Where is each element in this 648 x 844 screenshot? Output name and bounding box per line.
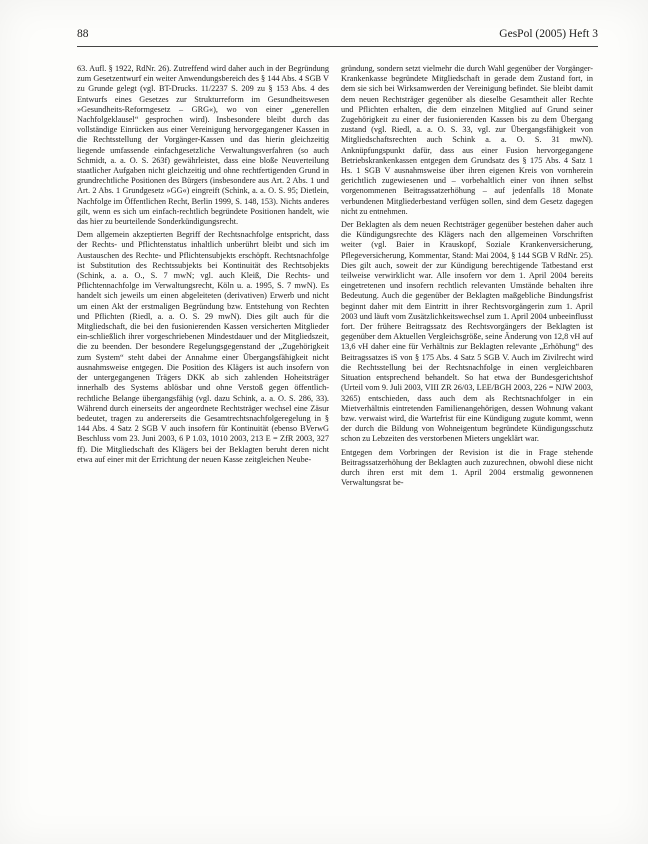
paragraph: gründung, sondern setzt vielmehr die durch Wahl gegenüber der Vorgänger-Krankenkasse begründete Mitgliedschaft in gerade dem Zustand fort, in dem sie sich bei Wirksamwerden der Vereinigung befindet. Sie bleibt damit dem neuen Rechtsträger gegenüber als dieselbe Gesamtheit aller Rechte und Pflichten erhalten, die dem einzelnen Mitglied auf Grund seiner Zugehörigkeit zu einer der fusionierenden Kassen bis zu dem Übergang zustand (vgl. Riedl, a. a. O. S. 33, vgl. zur Übergangsfähigkeit von Mitgliedschaftsrechten auch Schink a. a. O. S. 31 mwN). Anknüpfungspunkt dafür, dass aus einer Fusion hervorgegangene Betriebskrankenkassen entgegen dem Grundsatz des § 175 Abs. 4 Satz 1 Hs. 1 SGB V ausnahmsweise über ihren eigenen Kreis von vornherein gerichtlich zugewiesenen und – vorbehaltlich einer von ihnen selbst vorgenommenen Beitragssatzerhöhung – auf jedenfalls 18 Monate verbundenen Mitgliederbestand verfügen sollen, sind dem Gesetz dagegen nicht zu entnehmen.: [341, 64, 593, 216]
right-text-column: [341, 64, 593, 491]
paragraph: 63. Aufl. § 1922, RdNr. 26). Zutreffend wird daher auch in der Begründung zum Gesetzentwurf ein weiter Anwendungsbereich des § 144 Abs. 4 SGB V zu Grunde gelegt (vgl. BT-Drucks. 11/2237 S. 209 zu § 153 Abs. 4 des Entwurfs eines Gesetzes zur Strukturreform im Gesundheitswesen »Gesundheits-Reformgesetz – GRG«), wo von einer „generellen Nachfolgeklausel“ gesprochen wird). Insbesondere bleibt durch das vollständige Einrücken aus einer Vereinigung hervorgegangener Kassen in die Rechtsstellung der Vorgänger-Kassen und das hierin gleichzeitig liegende umfassende einfachgesetzliche Verwaltungsverfahren (so auch Schmidt, a. a. O. S. 263f) gewährleistet, dass eine bloße Neuverteilung staatlicher Aufgaben nicht gleichzeitig und ohne rechtfertigenden Grund in grundrechtliche Positionen des Bürgers (insbesondere aus Art. 2 Abs. 1 und Art. 2 Abs. 1 Grundgesetz »GG«) eingreift (Schink, a. a. O. S. 95; Dietlein, Nachfolge im Öffentlichen Recht, Berlin 1999, S. 148, 153). Nichts anderes gilt, wenn es sich um einfach-rechtlich begründete Positionen handelt, wie das hier zu beurteilende Sonderkündigungsrecht.: [77, 64, 329, 227]
left-text-column: [77, 64, 329, 468]
journal-reference: GesPol (2005) Heft 3: [499, 28, 598, 40]
header-divider: [77, 46, 598, 47]
paragraph: Entgegen dem Vorbringen der Revision ist die in Frage stehende Beitragssatzerhöhung der Beklagten auch zuzurechnen, obwohl diese nicht durch ihren erst mit dem 1. April 2004 erstmalig gewonnenen Verwaltungsrat be-: [341, 447, 593, 488]
paragraph: Dem allgemein akzeptierten Begriff der Rechtsnachfolge entspricht, dass der Rechts- und Pflichtenstatus inhaltlich unberührt bleibt und sich im Austauschen des Rechte- und Pflichtensubjekts erschöpft. Rechtsnachfolge ist Substitution des Rechtssubjekts bei Kontinuität des Rechtsobjekts (Schink, a. a. O., S. 7 mwN; vgl. auch Kleiß, Die Rechts- und Pflichtennachfolge im Verwaltungsrecht, Köln u. a. 1995, S. 7 mwN). Es handelt sich jeweils um einen abgeleiteten (derivativen) Erwerb und nicht um einen Akt der erstmaligen Begründung bzw. Entstehung von Rechten und Pflichten (Riedl, a. a. O. S. 29 mwN). Dies gilt auch für die Mitgliedschaft, die bei den fusionierenden Kassen versicherten Mitglieder ein-schließlich ihrer vorgeschriebenen Mindestdauer und der Mitgliedszeit, die zu beenden. Der besondere Regelungsgegenstand der „Zugehörigkeit zum System“ steht dabei der Annahme einer Übergangsfähigkeit nicht ausnahmsweise entgegen. Die Position des Klägers ist auch insofern von der untergegangenen Trägers DKK ab sich zahlenden Hoheitsträger innerhalb des Systems ablösbar und ohne Verstoß gegen öffentlich-rechtliche Belange übergangsfähig (vgl. dazu Schink, a. a. O. S. 286, 33). Während durch einerseits der angeordnete Rechtsträger wechsel eine Zäsur bedeutet, tragen zu andererseits die Gesamtrechtsnachfolgeregelung in § 144 Abs. 4 Satz 2 SGB V auch insofern für Kontinuität (ebenso BVerwG Beschluss vom 23. Juni 2003, 6 P 1.03, 1010 2003, 213 E = ZfR 2003, 327 ff). Die Mitgliedschaft des Klägers bei der Beklagten beruht deren nicht etwa auf einer mit der Errichtung der neuen Kasse zeitgleichen Neube-: [77, 230, 329, 464]
paragraph: Der Beklagten als dem neuen Rechtsträger gegenüber bestehen daher auch die Kündigungsrechte des Klägers nach den allgemeinen Vorschriften weiter (vgl. Baier in Krauskopf, Soziale Krankenversicherung, Pflegeversicherung, Kommentar, Stand: Mai 2004, § 144 SGB V RdNr. 25). Dies gilt auch, soweit der zur Kündigung berechtigende Tatbestand erst teilweise verwirklicht war. Alle insofern vor dem 1. April 2004 bereits eingetretenen und insofern rechtlich relevanten Umstände behalten ihre Bedeutung. Auch die gegenüber der Beklagten maßgebliche Bindungsfrist beginnt daher mit dem Eintritt in ihrer Rechtsvorgängerin zum 1. April 2003 und läuft vom Zusätzlichkeitswechsel zum 1. April 2004 unbeeinflusst fort. Der frühere Beitragssatz des Rechtsvorgängers der Beklagten ist gegenüber dem Aktuellen Vergleichsgröße, seine Änderung von 12,8 vH auf 13,6 vH daher eine für Verhältnis zur Beklagten relevante „Erhöhung“ des Beitragssatzes iS von § 175 Abs. 4 Satz 5 SGB V. Auch im Zivilrecht wird die Rechtsstellung bei der Rechtsnachfolge in einen vergleichbaren Situation entsprechend behandelt. So hat etwa der Bundesgerichtshof (Urteil vom 9. Juli 2003, VIII ZR 26/03, LEE/BGH 2003, 226 = NJW 2003, 3265) entschieden, dass auch dem als Rechtsnachfolger in ein Mietverhältnis eintretenden Familienangehörigen, dessen Wohnung vakant bzw. verwaist wird, die Wartefrist für eine Kündigung zugute kommt, wenn der durch die Bildung von Wohneigentum begründete Kündigungsschutz schon zu Lebzeiten des verstorbenen Mieters ungeklärt war.: [341, 220, 593, 444]
page-header: [77, 28, 598, 44]
page-number: 88: [77, 28, 89, 40]
